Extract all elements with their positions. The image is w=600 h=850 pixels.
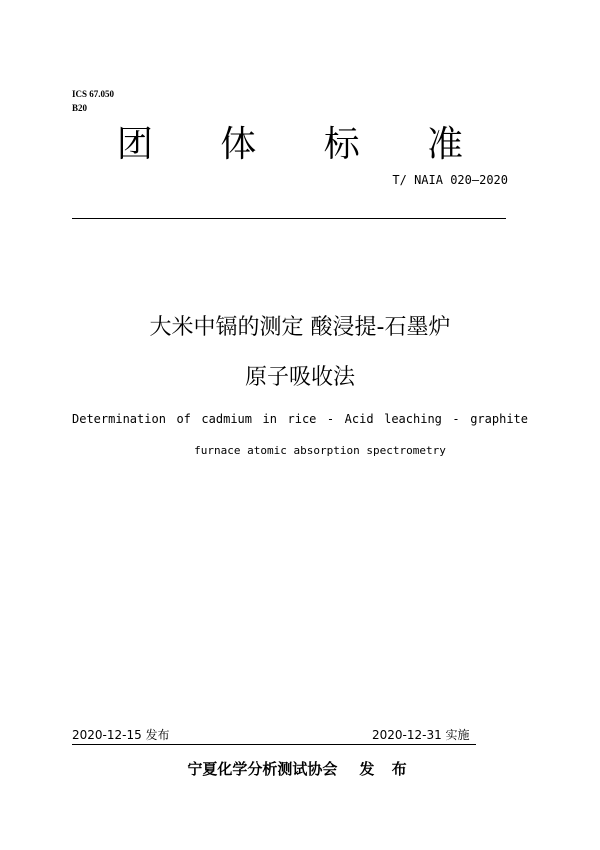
standard-number: T/ NAIA 020—2020 bbox=[392, 173, 508, 187]
title-chinese-line-1: 大米中镉的测定 酸浸提-石墨炉 bbox=[149, 315, 451, 340]
implementation-date: 2020-12-31 实施 bbox=[372, 728, 470, 742]
issued-label: 发 布 bbox=[359, 760, 413, 778]
title-english-line-1: Determination of cadmium in rice - Acid leaching - graphite bbox=[72, 412, 528, 426]
ics-code: ICS 67.050 bbox=[72, 89, 115, 99]
issue-date: 2020-12-15 发布 bbox=[72, 728, 170, 742]
title-chinese-line-2: 原子吸收法 bbox=[244, 365, 355, 390]
publisher-name: 宁夏化学分析测试协会 bbox=[187, 760, 338, 778]
publisher-line bbox=[0, 758, 600, 780]
standard-type-heading: 团 体 标 准 bbox=[116, 124, 492, 165]
ccs-code: B20 bbox=[72, 103, 88, 113]
header-divider bbox=[72, 218, 506, 219]
footer-divider bbox=[72, 744, 476, 745]
title-english-line-2: furnace atomic absorption spectrometry bbox=[194, 444, 446, 457]
